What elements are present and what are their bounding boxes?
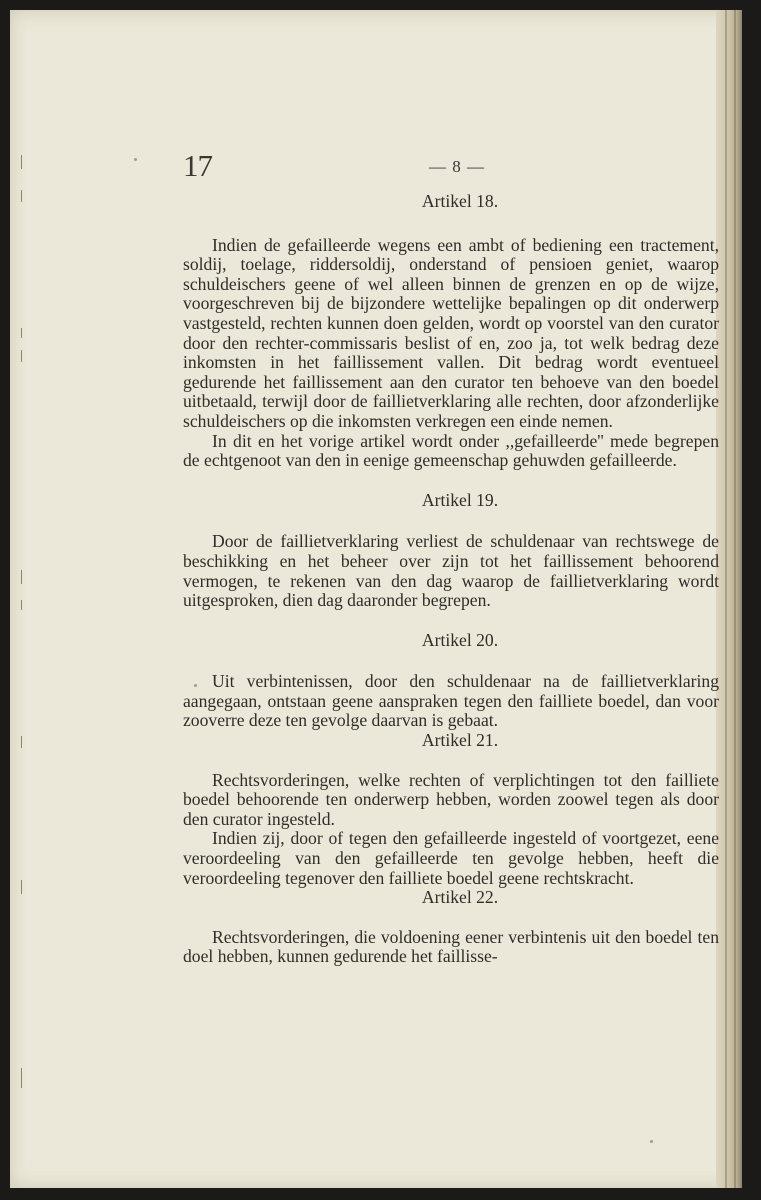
article-paragraph: Indien zij, door of tegen den gefailleerde ingesteld of voortgezet, eene veroordeeling van den gefailleerde ten gevolge hebben, heeft die veroordeeling tegenover den failliete boedel geene rechtskracht.	[183, 828, 719, 888]
article-paragraph: Indien de gefailleerde wegens een ambt of bediening een tractement, soldij, toelage, riddersoldij, onderstand of pensioen geniet, waarop schuldeischers geene of wel alleen binnen de grenzen en op de wijze, voorgeschreven bij de bijzondere wettelijke bepalingen op dit onderwerp vastgesteld, rechten kunnen doen gelden, wordt op voorstel van den curator door den rechter-commissaris beslist of en, zoo ja, tot welk bedrag deze inkomsten in het faillissement vallen. Dit bedrag wordt eventueel gedurende het faillissement aan den curator ten behoeve van den boedel uitbetaald, terwijl door de faillietverklaring alle rechten, door afzonderlijke schuldeischers op die inkomsten verkregen een einde nemen.	[183, 234, 719, 431]
gutter-mark	[21, 600, 22, 610]
gutter-mark	[21, 880, 22, 894]
article-heading: Artikel 19.	[421, 489, 499, 510]
gutter-mark	[21, 736, 22, 748]
gutter-mark	[21, 155, 22, 169]
gutter-mark	[21, 570, 22, 584]
body-text	[183, 192, 719, 967]
gutter-mark	[21, 190, 22, 202]
folio-number: — 8 —	[429, 157, 485, 176]
article-paragraph: Door de faillietverklaring verliest de schuldenaar van rechtswege de beschikking en het beheer over zijn tot het faillissement behoorend vermogen, te rekenen van den dag waarop de faillietverklaring wordt uitgesproken, dien dag daaronder begrepen.	[183, 531, 719, 611]
article-paragraph: In dit en het vorige artikel wordt onder ,,gefailleerde'' mede begrepen de echtgenoot van den in eenige gemeenschap gehuwden gefailleerde.	[183, 430, 719, 471]
page-edge-line	[725, 10, 727, 1188]
article-heading: Artikel 20.	[421, 629, 499, 650]
article-heading: Artikel 18.	[421, 191, 499, 211]
page-number: 17	[183, 148, 212, 183]
article-paragraph: Rechtsvorderingen, welke rechten of verplichtingen tot den failliete boedel behoorende ten onderwerp hebben, worden zoowel tegen als door den curator ingesteld.	[183, 769, 719, 829]
scanned-page	[10, 10, 742, 1188]
article-heading: Artikel 22.	[421, 887, 499, 908]
gutter-mark	[21, 350, 22, 362]
article-paragraph: Rechtsvorderingen, die voldoening eener verbintenis uit den boedel ten doel hebben, kunnen gedurende het faillisse-	[183, 926, 719, 967]
gutter-mark	[21, 328, 22, 338]
page-edge-shadow	[716, 10, 742, 1188]
print-speck	[650, 1140, 653, 1143]
print-speck	[134, 158, 137, 161]
gutter-mark	[21, 1068, 22, 1088]
article-paragraph: Uit verbintenissen, door den schuldenaar na de faillietverklaring aangegaan, ontstaan geene aanspraken tegen den failliete boedel, dan voor zooverre deze ten gevolge daarvan is gebaat.	[183, 671, 719, 731]
article-heading: Artikel 21.	[421, 730, 499, 751]
page-edge-line	[734, 10, 736, 1188]
